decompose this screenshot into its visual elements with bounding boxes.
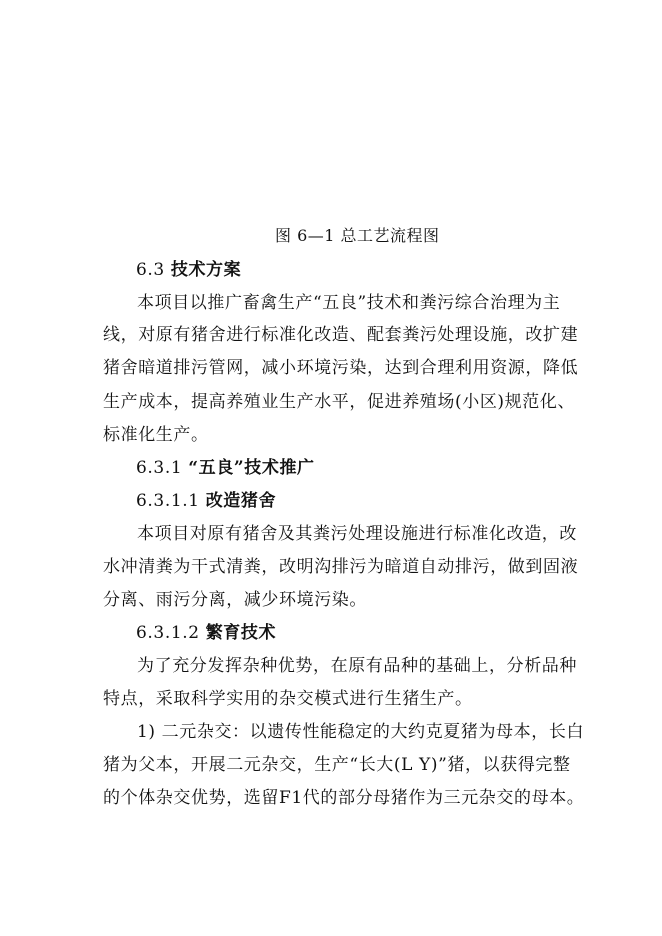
paragraph-line: 猪舍暗道排污管网，减小环境污染，达到合理利用资源，降低 <box>103 358 579 378</box>
paragraph-line: 本项目对原有猪舍及其粪污处理设施进行标准化改造，改 <box>137 524 577 544</box>
section-title: 技术方案 <box>170 260 242 280</box>
paragraph-line: 标准化生产。 <box>103 425 209 445</box>
paragraph-line: 本项目以推广畜禽生产“五良”技术和粪污综合治理为主 <box>137 293 561 313</box>
section-heading-6-3 <box>136 260 241 280</box>
list-item-line: 猪为父本，开展二元杂交，生产“长大(L Y)”猪，以获得完整 <box>103 755 571 775</box>
paragraph-line: 分离、雨污分离，减少环境污染。 <box>103 590 367 610</box>
paragraph-line: 线，对原有猪舍进行标准化改造、配套粪污处理设施，改扩建 <box>103 325 579 345</box>
section-title: 改造猪舍 <box>205 491 277 511</box>
section-number: 6.3 <box>136 260 165 280</box>
paragraph-line: 水冲清粪为干式清粪，改明沟排污为暗道自动排污，做到固液 <box>103 557 579 577</box>
section-title: “五良”技术推广 <box>188 458 315 478</box>
section-number: 6.3.1.1 <box>136 491 200 511</box>
section-title: 繁育技术 <box>205 623 277 643</box>
section-number: 6.3.1.2 <box>136 623 200 643</box>
section-heading-6-3-1-1 <box>136 491 276 511</box>
paragraph-line: 特点，采取科学实用的杂交模式进行生猪生产。 <box>103 689 473 709</box>
figure-caption: 图 6—1 总工艺流程图 <box>275 226 440 245</box>
list-item-line: 的个体杂交优势，选留F1代的部分母猪作为三元杂交的母本。 <box>103 788 585 808</box>
paragraph-line: 生产成本，提高养殖业生产水平，促进养殖场(小区)规范化、 <box>103 392 576 412</box>
section-number: 6.3.1 <box>136 458 183 478</box>
list-item-line: 1) 二元杂交：以遗传性能稳定的大约克夏猪为母本，长白 <box>137 722 585 742</box>
section-heading-6-3-1 <box>136 458 315 478</box>
section-heading-6-3-1-2 <box>136 623 276 643</box>
paragraph-line: 为了充分发挥杂种优势，在原有品种的基础上，分析品种 <box>137 656 577 676</box>
